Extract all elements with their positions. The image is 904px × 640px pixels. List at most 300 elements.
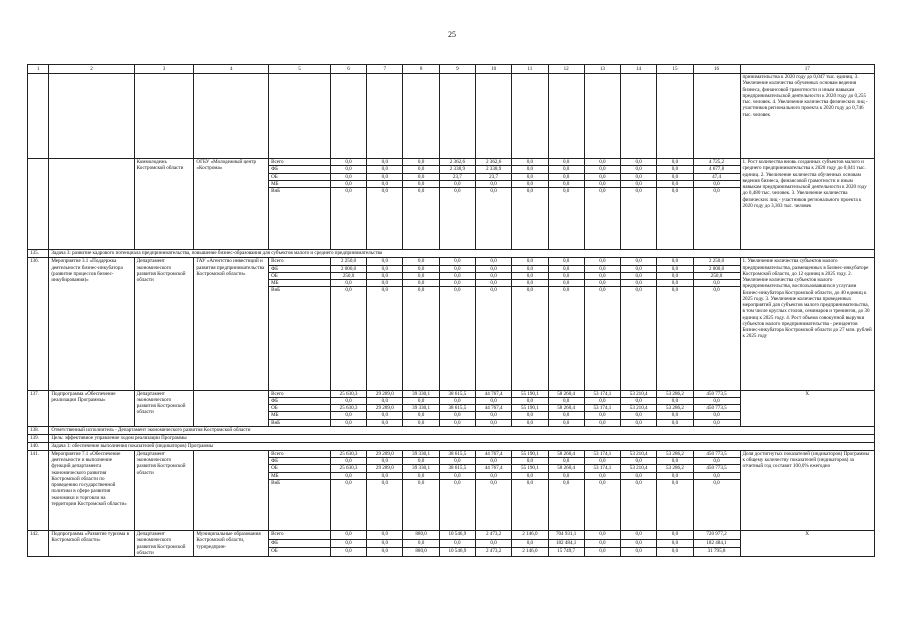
funding-value: 0,0	[330, 548, 366, 557]
funding-value: 0,0	[621, 539, 657, 548]
column-header: 9	[439, 65, 475, 74]
finance-row	[28, 450, 875, 457]
column-header: 17	[740, 65, 875, 74]
funding-value: 0,0	[693, 472, 740, 479]
funding-value: 0,0	[548, 188, 584, 195]
funding-value: 0,0	[512, 539, 548, 548]
funding-value: 0,0	[657, 265, 693, 272]
funding-source: Всего	[269, 390, 331, 397]
funding-value: 0,0	[367, 539, 403, 548]
funding-value: 0,0	[330, 479, 366, 486]
funding-source: ВнБ	[269, 479, 331, 486]
funding-value: 0,0	[439, 458, 475, 465]
funding-value: 0,0	[475, 180, 511, 187]
column-header: 14	[621, 65, 657, 74]
funding-value: 0,0	[403, 166, 439, 173]
result-note: 1. Рост количества вновь созданных субъектов малого и среднего предпринимательства к 2020 году до 0,041 тыс. единиц. 2. Увеличение количества обученных основам ведения бизнеса, финансовой грамотности и иным навыкам предпринимательской деятельности к 2020 году до 0,480 тыс. человек. 3. Увеличение количества физических лиц - участников регионального проекта к 2020 году до 3,303 тыс. человек	[740, 159, 875, 250]
funding-source: Всего	[269, 258, 331, 265]
funding-value: 0,0	[512, 287, 548, 294]
co-executor	[194, 390, 269, 426]
funding-value: 0,0	[584, 159, 620, 166]
funding-value: 0,0	[548, 287, 584, 294]
funding-value: 0,0	[657, 173, 693, 180]
funding-value: 39 330,1	[403, 450, 439, 457]
funding-value: 0,0	[621, 258, 657, 265]
funding-value: 0,0	[330, 188, 366, 195]
table-cell	[134, 74, 194, 159]
funding-value: 0,0	[621, 265, 657, 272]
funding-value: 2 338,9	[475, 166, 511, 173]
funding-value: 0,0	[330, 180, 366, 187]
funding-value: 0,0	[548, 272, 584, 279]
row-number: 140.	[28, 442, 49, 450]
funding-value: 0,0	[657, 548, 693, 557]
column-header: 15	[657, 65, 693, 74]
funding-value: 10 546,9	[439, 548, 475, 557]
funding-value: 2 000,0	[330, 265, 366, 272]
funding-value: 0,0	[330, 458, 366, 465]
funding-value: 0,0	[657, 287, 693, 294]
column-header: 13	[584, 65, 620, 74]
row-number: 139.	[28, 434, 49, 442]
result-note: принимательства к 2020 году до 0,047 тыс. единиц. 3. Увеличение количества обученных основам ведения бизнеса, финансовой грамотности и иным навыкам предпринимательской деятельности к 2020 году до 0,255 тыс. человек. 4. Увеличение количества физических лиц - участников регионального проекта к 2020 году до 0,746 тыс. человек	[740, 74, 875, 159]
finance-row	[28, 258, 875, 265]
funding-value: 58 260,4	[548, 390, 584, 397]
funding-value: 0,0	[403, 479, 439, 486]
funding-value: 0,0	[512, 397, 548, 404]
funding-value: 53 174,1	[584, 450, 620, 457]
funding-value: 53 286,2	[657, 390, 693, 397]
funding-value: 0,0	[621, 166, 657, 173]
funding-source: ВнБ	[269, 287, 331, 294]
funding-value: 2 250,0	[330, 258, 366, 265]
co-executor	[194, 450, 269, 530]
funding-value: 250,0	[330, 272, 366, 279]
table-cell	[621, 74, 657, 159]
table-cell	[269, 74, 331, 159]
funding-value: 0,0	[512, 419, 548, 426]
table-cell	[693, 74, 740, 159]
funding-value: 0,0	[584, 180, 620, 187]
funding-value: 0,0	[584, 280, 620, 287]
funding-value: 58 260,4	[548, 465, 584, 472]
funding-value: 0,0	[403, 397, 439, 404]
result-note: 1. Увеличение количества субъектов малого предпринимательства, размещенных в Бизнес-инкубаторе Костромской области, до 12 единиц в 2025 году. 2. Увеличение количества субъектов малого предпринимательства, воспользовавшихся услугами Бизнес-инкубатора Костромской области, до 40 единиц к 2025 году. 3. Увеличение количества проведенных мероприятий для субъектов малого предпринимательства, в том числе круглых столов, семинаров и тренингов, до 30 единиц к 2025 году. 4. Рост объема совокупной выручки субъектов малого предпринимательства - резидентов Бизнес-инкубатора Костромской области до 27 млн. рублей к 2025 году	[740, 258, 875, 390]
funding-value: 0,0	[367, 180, 403, 187]
table-cell	[367, 486, 403, 531]
funding-value: 0,0	[657, 188, 693, 195]
funding-value: 880,0	[403, 548, 439, 557]
table-cell	[657, 74, 693, 159]
funding-value: 23,7	[475, 173, 511, 180]
funding-value: 25 630,3	[330, 390, 366, 397]
funding-value: 0,0	[403, 159, 439, 166]
measure-name: Мероприятие 7.1 «Обеспечение деятельности и выполнение функций департамента экономического развития Костромской области по проведению государственной политики в сфере развития экономики и торговли на территории Костромской области»	[49, 450, 134, 530]
funding-value: 0,0	[330, 397, 366, 404]
responsible-executor: Департамент экономического развития Костромской области	[134, 531, 194, 557]
funding-value: 0,0	[330, 166, 366, 173]
funding-value: 0,0	[657, 166, 693, 173]
funding-value: 450 773,5	[693, 450, 740, 457]
funding-value: 2 146,0	[512, 531, 548, 540]
funding-value: 38 615,5	[439, 465, 475, 472]
funding-value: 25 630,3	[330, 450, 366, 457]
funding-value: 0,0	[657, 458, 693, 465]
measure-name	[49, 159, 134, 250]
measure-name: Подпрограмма «Обеспечение реализации Программы»	[49, 390, 134, 426]
funding-value: 450 773,5	[693, 465, 740, 472]
funding-value: 0,0	[548, 258, 584, 265]
funding-value: 0,0	[475, 479, 511, 486]
funding-value: 0,0	[621, 531, 657, 540]
table-cell	[693, 486, 740, 531]
funding-value: 0,0	[367, 397, 403, 404]
funding-value: 55 190,1	[512, 450, 548, 457]
funding-value: 0,0	[475, 472, 511, 479]
funding-value: 0,0	[330, 419, 366, 426]
funding-value: 0,0	[367, 280, 403, 287]
column-header: 12	[548, 65, 584, 74]
funding-value: 0,0	[621, 180, 657, 187]
funding-source: ФБ	[269, 397, 331, 404]
funding-value: 0,0	[403, 472, 439, 479]
funding-value: 2 362,6	[439, 159, 475, 166]
funding-value: 0,0	[621, 188, 657, 195]
funding-value: 0,0	[475, 272, 511, 279]
table-cell	[657, 194, 693, 250]
table-cell	[269, 194, 331, 250]
funding-value: 53 210,4	[621, 450, 657, 457]
funding-value: 704 931,1	[548, 531, 584, 540]
funding-value: 0,0	[621, 412, 657, 419]
funding-value: 55 190,1	[512, 405, 548, 412]
table-cell	[475, 294, 511, 391]
funding-value: 0,0	[657, 412, 693, 419]
funding-value: 0,0	[475, 258, 511, 265]
funding-value: 0,0	[475, 419, 511, 426]
table-cell	[194, 74, 269, 159]
result-note: Доля достигнутых показателей (индикаторов) Программы к общему количеству показателей (индикаторов) за отчетный год составит 100,0% ежегодно	[740, 450, 875, 530]
funding-source: ОБ	[269, 272, 331, 279]
table-cell	[367, 294, 403, 391]
table-cell	[584, 486, 620, 531]
funding-value: 23,7	[439, 173, 475, 180]
funding-value: 53 174,1	[584, 465, 620, 472]
funding-value: 2 362,6	[475, 159, 511, 166]
table-cell	[621, 194, 657, 250]
funding-source: ОБ	[269, 465, 331, 472]
funding-value: 0,0	[367, 258, 403, 265]
funding-value: 450 773,5	[693, 405, 740, 412]
column-header: 5	[269, 65, 331, 74]
funding-value: 0,0	[657, 280, 693, 287]
table-cell	[403, 486, 439, 531]
funding-value: 53 210,4	[621, 465, 657, 472]
funding-value: 0,0	[439, 472, 475, 479]
funding-value: 0,0	[693, 479, 740, 486]
co-executor: ОГБУ «Молодежный центр «Кострома»	[194, 159, 269, 250]
funding-value: 0,0	[657, 479, 693, 486]
funding-value: 0,0	[512, 180, 548, 187]
funding-value: 0,0	[367, 166, 403, 173]
funding-value: 0,0	[621, 272, 657, 279]
funding-value: 39 330,1	[403, 465, 439, 472]
table-cell	[693, 194, 740, 250]
table-cell	[693, 294, 740, 391]
funding-value: 0,0	[439, 539, 475, 548]
funding-value: 39 330,1	[403, 390, 439, 397]
funding-value: 29 289,0	[367, 405, 403, 412]
funding-value: 44 767,4	[475, 465, 511, 472]
funding-value: 2 000,0	[693, 265, 740, 272]
table-cell	[269, 486, 331, 531]
funding-value: 0,0	[584, 173, 620, 180]
funding-value: 0,0	[475, 412, 511, 419]
funding-value: 0,0	[367, 188, 403, 195]
column-header: 11	[512, 65, 548, 74]
finance-row	[28, 159, 875, 166]
funding-value: 0,0	[403, 280, 439, 287]
table-cell	[49, 74, 134, 159]
funding-value: 55 190,1	[512, 390, 548, 397]
funding-value: 25 630,3	[330, 465, 366, 472]
funding-value: 0,0	[403, 287, 439, 294]
funding-value: 38 615,5	[439, 390, 475, 397]
funding-value: 0,0	[548, 265, 584, 272]
funding-value: 0,0	[548, 412, 584, 419]
table-cell	[512, 74, 548, 159]
funding-value: 0,0	[512, 173, 548, 180]
funding-value: 53 210,4	[621, 405, 657, 412]
table-cell	[584, 74, 620, 159]
table-cell	[548, 486, 584, 531]
funding-value: 0,0	[621, 419, 657, 426]
section-title: Задача 1: обеспечение выполнения показателей (индикаторов) Программы	[49, 442, 875, 450]
funding-value: 0,0	[367, 458, 403, 465]
funding-value: 0,0	[693, 180, 740, 187]
table-cell	[330, 486, 366, 531]
funding-value: 0,0	[512, 479, 548, 486]
funding-value: 0,0	[330, 287, 366, 294]
funding-value: 0,0	[439, 479, 475, 486]
funding-value: 0,0	[621, 479, 657, 486]
funding-value: 29 289,0	[367, 450, 403, 457]
table-cell	[548, 194, 584, 250]
funding-value: 0,0	[584, 258, 620, 265]
row-number: 141.	[28, 450, 49, 530]
funding-value: 0,0	[584, 539, 620, 548]
funding-value: 0,0	[439, 419, 475, 426]
funding-value: 0,0	[584, 531, 620, 540]
funding-value: 0,0	[403, 258, 439, 265]
funding-value: 0,0	[621, 159, 657, 166]
funding-value: 0,0	[584, 397, 620, 404]
funding-value: 0,0	[621, 548, 657, 557]
funding-value: 0,0	[403, 458, 439, 465]
funding-value: 250,0	[693, 272, 740, 279]
result-note: Х	[740, 531, 875, 557]
funding-value: 0,0	[512, 272, 548, 279]
funding-value: 0,0	[548, 472, 584, 479]
table-cell	[621, 294, 657, 391]
funding-value: 0,0	[367, 173, 403, 180]
table-cell	[403, 194, 439, 250]
funding-value: 0,0	[403, 180, 439, 187]
continuation-row	[28, 74, 875, 159]
table-cell	[475, 194, 511, 250]
section-title: Ответственный исполнитель - Департамент экономического развития Костромской области	[49, 426, 875, 434]
row-number	[28, 159, 49, 250]
funding-value: 38 615,5	[439, 450, 475, 457]
funding-value: 0,0	[367, 472, 403, 479]
funding-value: 44 767,4	[475, 390, 511, 397]
funding-value: 0,0	[548, 458, 584, 465]
funding-value: 0,0	[475, 539, 511, 548]
funding-value: 0,0	[584, 458, 620, 465]
funding-source: Всего	[269, 450, 331, 457]
column-header: 1	[28, 65, 49, 74]
funding-value: 0,0	[548, 397, 584, 404]
section-row	[28, 250, 875, 258]
section-title: Цель: эффективное управление ходом реализации Программы	[49, 434, 875, 442]
funding-source: ОБ	[269, 173, 331, 180]
funding-value: 0,0	[548, 180, 584, 187]
funding-value: 0,0	[548, 159, 584, 166]
funding-value: 53 174,1	[584, 390, 620, 397]
row-number: 137.	[28, 390, 49, 426]
funding-value: 0,0	[621, 397, 657, 404]
funding-value: 0,0	[548, 280, 584, 287]
column-header: 8	[403, 65, 439, 74]
funding-value: 0,0	[367, 548, 403, 557]
funding-value: 0,0	[693, 287, 740, 294]
funding-source: ОБ	[269, 405, 331, 412]
funding-source: ФБ	[269, 166, 331, 173]
funding-value: 0,0	[403, 272, 439, 279]
funding-value: 0,0	[512, 258, 548, 265]
funding-value: 47,4	[693, 173, 740, 180]
section-row	[28, 426, 875, 434]
funding-source: МБ	[269, 280, 331, 287]
funding-value: 0,0	[548, 173, 584, 180]
funding-value: 2 250,0	[693, 258, 740, 265]
funding-value: 0,0	[512, 472, 548, 479]
funding-value: 0,0	[584, 272, 620, 279]
table-cell	[621, 486, 657, 531]
funding-value: 58 260,4	[548, 405, 584, 412]
funding-value: 880,0	[403, 531, 439, 540]
funding-value: 2 146,0	[512, 548, 548, 557]
funding-value: 0,0	[475, 280, 511, 287]
funding-value: 0,0	[439, 280, 475, 287]
funding-value: 0,0	[584, 166, 620, 173]
funding-source: Всего	[269, 159, 331, 166]
table-cell	[657, 486, 693, 531]
funding-value: 0,0	[512, 159, 548, 166]
funding-value: 0,0	[439, 180, 475, 187]
funding-source: ВнБ	[269, 188, 331, 195]
table-cell	[475, 486, 511, 531]
result-note: Х	[740, 390, 875, 426]
responsible-executor: Департамент экономического развития Костромской области	[134, 450, 194, 530]
funding-value: 15 749,7	[548, 548, 584, 557]
funding-source: ФБ	[269, 265, 331, 272]
funding-value: 0,0	[403, 188, 439, 195]
funding-value: 0,0	[475, 265, 511, 272]
table-cell	[330, 74, 366, 159]
funding-value: 0,0	[475, 188, 511, 195]
table-cell	[403, 74, 439, 159]
funding-value: 0,0	[621, 472, 657, 479]
funding-value: 0,0	[367, 419, 403, 426]
funding-value: 55 190,1	[512, 465, 548, 472]
funding-value: 0,0	[439, 258, 475, 265]
funding-source: Всего	[269, 531, 331, 540]
funding-value: 0,0	[621, 173, 657, 180]
table-cell	[657, 294, 693, 391]
funding-source: ФБ	[269, 458, 331, 465]
funding-source: ФБ	[269, 539, 331, 548]
funding-value: 0,0	[512, 166, 548, 173]
funding-value: 0,0	[512, 412, 548, 419]
section-row	[28, 434, 875, 442]
funding-source: ВнБ	[269, 419, 331, 426]
funding-value: 0,0	[693, 458, 740, 465]
funding-value: 44 767,4	[475, 450, 511, 457]
table-cell	[439, 74, 475, 159]
funding-value: 0,0	[330, 159, 366, 166]
funding-value: 0,0	[367, 272, 403, 279]
measure-name: Мероприятие 3.1 «Поддержка деятельности бизнес-инкубатора (развитие процессов бизнес-инкубирования)»	[49, 258, 134, 390]
column-header: 2	[49, 65, 134, 74]
funding-value: 0,0	[367, 287, 403, 294]
funding-value: 0,0	[439, 287, 475, 294]
table-cell	[475, 74, 511, 159]
column-header: 4	[194, 65, 269, 74]
funding-value: 25 630,3	[330, 405, 366, 412]
funding-value: 0,0	[367, 412, 403, 419]
funding-value: 0,0	[657, 397, 693, 404]
funding-value: 0,0	[584, 265, 620, 272]
funding-value: 53 210,4	[621, 390, 657, 397]
funding-value: 4 725,2	[693, 159, 740, 166]
column-header: 10	[475, 65, 511, 74]
funding-value: 0,0	[367, 159, 403, 166]
funding-value: 0,0	[367, 479, 403, 486]
funding-value: 0,0	[367, 531, 403, 540]
funding-value: 0,0	[548, 419, 584, 426]
funding-value: 182 484,1	[548, 539, 584, 548]
budget-table	[27, 64, 875, 557]
funding-value: 0,0	[475, 287, 511, 294]
funding-value: 0,0	[439, 188, 475, 195]
funding-value: 0,0	[584, 419, 620, 426]
funding-value: 0,0	[584, 188, 620, 195]
funding-value: 29 289,0	[367, 465, 403, 472]
funding-value: 0,0	[403, 419, 439, 426]
row-number: 138.	[28, 426, 49, 434]
table-cell	[330, 294, 366, 391]
funding-value: 0,0	[439, 397, 475, 404]
funding-value: 0,0	[584, 287, 620, 294]
funding-value: 0,0	[330, 173, 366, 180]
table-cell	[548, 74, 584, 159]
funding-value: 10 546,9	[439, 531, 475, 540]
funding-value: 0,0	[657, 539, 693, 548]
funding-source: МБ	[269, 180, 331, 187]
funding-value: 0,0	[403, 539, 439, 548]
funding-value: 0,0	[512, 188, 548, 195]
